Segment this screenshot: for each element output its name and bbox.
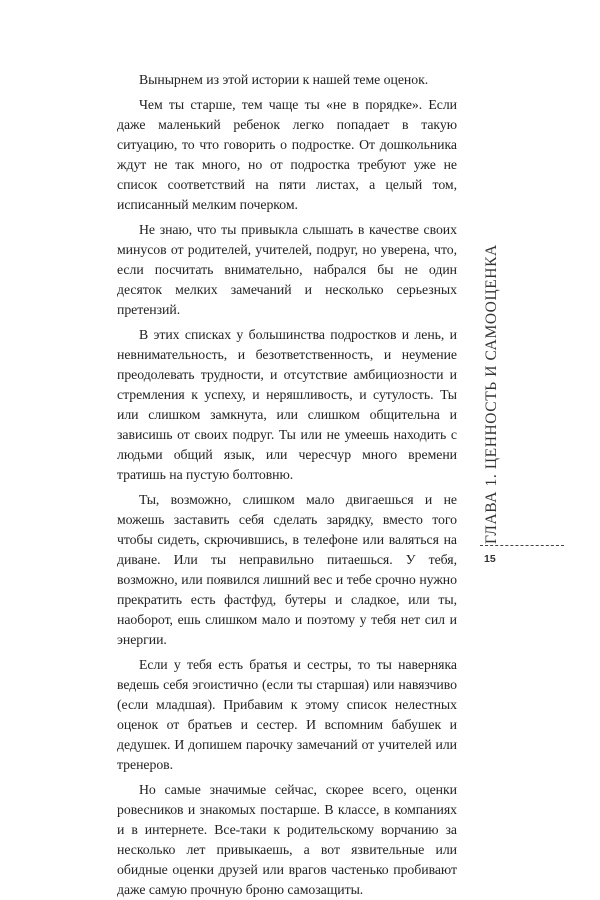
paragraph: Ты, возможно, слишком мало двигаешься и не можешь заставить себя сделать зарядку, вместо того чтобы сидеть, скрючившись, в телефоне или валяться на диване. Или ты неправильно питаешься. У тебя, возможно, или появился лишний вес и тебе срочно нужно прекратить есть фастфуд, бутеры и сладкое, или ты, наоборот, ешь слишком мало и поэтому у тебя нет сил и энергии. (117, 492, 457, 647)
paragraph: Не знаю, что ты привыкла слышать в качестве своих минусов от родителей, учителей, подруг, но уверена, что, если посчитать внимательно, набрался бы не один десяток мелких замечаний и несколько серьезных претензий. (117, 222, 457, 317)
paragraph: Чем ты старше, тем чаще ты «не в порядке». Если даже маленький ребенок легко попадает в такую ситуацию, то что говорить о подростке. От дошкольника ждут не так много, но от подростка требуют уже не список соответствий на пяти листах, а целый том, исписанный мелким почерком. (117, 97, 457, 212)
chapter-title: ГЛАВА 1. ЦЕННОСТЬ И САМООЦЕНКА (483, 244, 500, 544)
paragraph: Вынырнем из этой истории к нашей теме оценок. (139, 72, 429, 87)
running-header (479, 244, 505, 544)
paragraph: В этих списках у большинства подростков и лень, и невнимательность, и безответственность, и неумение преодолевать трудности, и отсутствие амбициозности и стремления к успеху, и неряшливость, и сутулость. Ты или слишком замкнута, или слишком общительна и зависишь от своих подруг. Ты или не умеешь находить с людьми общий язык, или чересчур много времени тратишь на пустую болтовню. (117, 327, 457, 482)
page-number: 15 (484, 553, 496, 565)
paragraph: Но самые значимые сейчас, скорее всего, оценки ровесников и знакомых постарше. В классе, в компаниях и в интернете. Все-таки к родительскому ворчанию за несколько лет привыкаешь, а вот язвительные или обидные оценки друзей или врагов частенько пробивают даже самую прочную броню самозащиты. (117, 782, 457, 897)
page-body-text (117, 70, 457, 897)
folio-divider (480, 545, 564, 546)
paragraph: Если у тебя есть братья и сестры, то ты наверняка ведешь себя эгоистично (если ты старшая) или навязчиво (если младшая). Прибавим к этому список нелестных оценок от братьев и сестер. И вспомним бабушек и дедушек. И допишем парочку замечаний от учителей или тренеров. (117, 657, 457, 772)
